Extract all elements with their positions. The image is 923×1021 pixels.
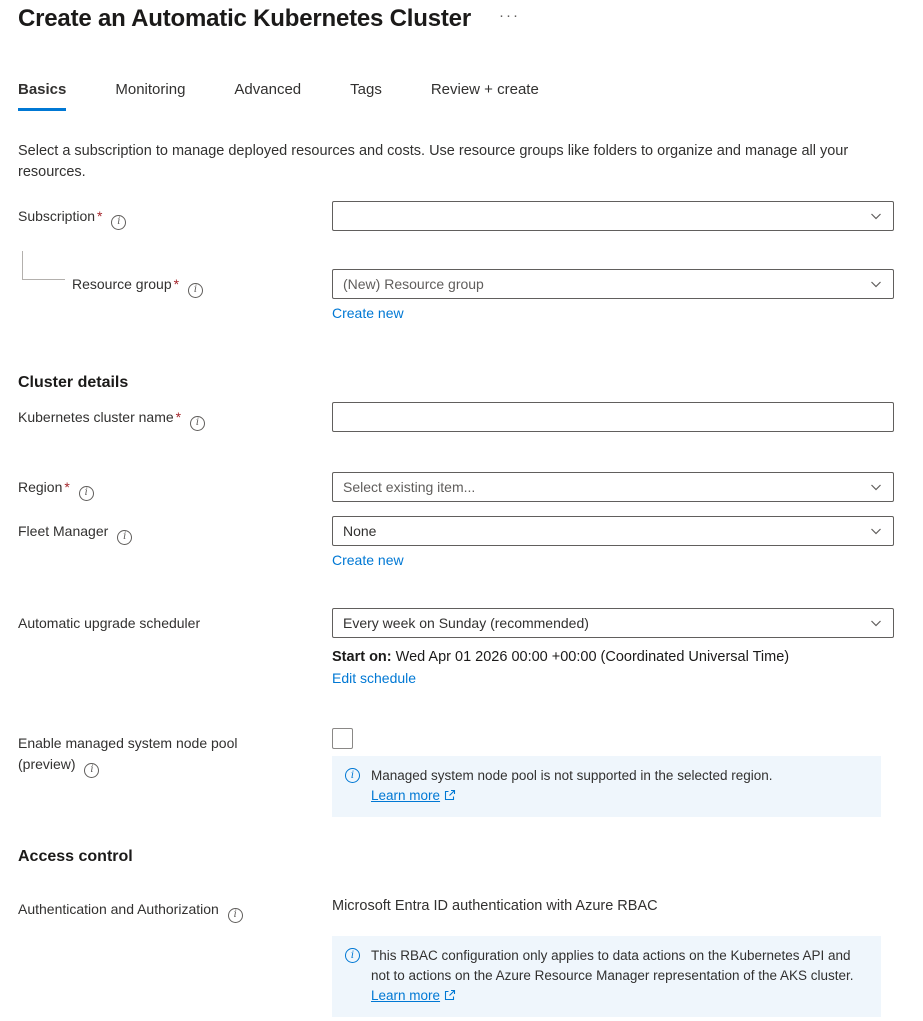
- cluster-name-input[interactable]: [332, 402, 894, 432]
- fleet-manager-create-new-link[interactable]: Create new: [332, 552, 404, 568]
- cluster-name-info-icon[interactable]: i: [190, 416, 205, 431]
- resource-group-dropdown-value: (New) Resource group: [343, 276, 484, 292]
- region-dropdown-value: Select existing item...: [343, 479, 476, 495]
- cluster-details-heading: Cluster details: [18, 374, 129, 391]
- managed-node-pool-info-icon[interactable]: i: [84, 763, 99, 778]
- chevron-down-icon: [869, 277, 883, 291]
- managed-node-pool-row: [18, 728, 894, 817]
- resource-group-dropdown[interactable]: [332, 269, 894, 299]
- node-pool-learn-more-link[interactable]: Learn more: [371, 788, 441, 803]
- upgrade-scheduler-dropdown-value: Every week on Sunday (recommended): [343, 615, 589, 631]
- node-pool-info-box: [332, 756, 881, 817]
- cluster-name-row: [18, 402, 894, 432]
- info-circle-icon: i: [345, 768, 360, 783]
- authentication-row: [18, 894, 894, 1017]
- managed-node-pool-label: Enable managed system node pool (preview) i: [18, 728, 332, 778]
- chevron-down-icon: [869, 209, 883, 223]
- fleet-manager-info-icon[interactable]: i: [117, 530, 132, 545]
- chevron-down-icon: [869, 524, 883, 538]
- cluster-name-label: Kubernetes cluster name * i: [18, 402, 332, 431]
- chevron-down-icon: [869, 616, 883, 630]
- resource-group-info-icon[interactable]: i: [188, 283, 203, 298]
- page-header: [18, 2, 894, 35]
- rbac-info-box: [332, 936, 881, 1017]
- region-dropdown[interactable]: [332, 472, 894, 502]
- start-on-label: Start on:: [332, 649, 392, 665]
- authentication-info-icon[interactable]: i: [228, 908, 243, 923]
- external-link-icon: [444, 989, 456, 1004]
- info-circle-icon: i: [345, 948, 360, 963]
- page-title: Create an Automatic Kubernetes Cluster: [18, 5, 471, 32]
- node-pool-info-message: Managed system node pool is not supported in the selected region.: [371, 768, 773, 783]
- tab-review-create[interactable]: Review + create: [430, 81, 539, 98]
- external-link-icon: [444, 789, 456, 804]
- start-on-value: Wed Apr 01 2026 00:00 +00:00 (Coordinated Universal Time): [395, 649, 790, 665]
- upgrade-scheduler-row: [18, 608, 894, 688]
- intro-text: Select a subscription to manage deployed resources and costs. Use resource groups like folders to organize and manage all your resources.: [18, 143, 849, 180]
- authentication-label: Authentication and Authorization i: [18, 894, 332, 923]
- fleet-manager-dropdown-value: None: [343, 523, 377, 539]
- subscription-label: Subscription * i: [18, 201, 332, 230]
- chevron-down-icon: [869, 480, 883, 494]
- start-on-text: [332, 648, 894, 666]
- region-row: [18, 472, 894, 502]
- managed-node-pool-checkbox[interactable]: [332, 728, 353, 749]
- tab-basics[interactable]: Basics: [18, 81, 66, 111]
- tab-monitoring[interactable]: Monitoring: [115, 81, 186, 98]
- access-control-heading: Access control: [18, 848, 133, 865]
- tab-bar: [18, 81, 894, 111]
- resource-group-create-new-link[interactable]: Create new: [332, 305, 404, 321]
- resource-group-row: [18, 269, 894, 323]
- more-options-icon[interactable]: ···: [498, 7, 520, 24]
- rbac-learn-more-link[interactable]: Learn more: [371, 988, 441, 1003]
- required-asterisk: *: [173, 276, 180, 292]
- indent-connector-line: [22, 251, 65, 280]
- tab-tags[interactable]: Tags: [350, 81, 382, 98]
- subscription-row: [18, 201, 894, 231]
- required-asterisk: *: [175, 409, 182, 425]
- required-asterisk: *: [64, 479, 70, 495]
- fleet-manager-row: [18, 516, 894, 570]
- preview-suffix: (preview): [18, 756, 76, 772]
- fleet-manager-dropdown[interactable]: [332, 516, 894, 546]
- upgrade-scheduler-dropdown[interactable]: [332, 608, 894, 638]
- authentication-value: Microsoft Entra ID authentication with Azure RBAC: [332, 898, 658, 914]
- fleet-manager-label: Fleet Manager i: [18, 516, 332, 545]
- subscription-dropdown[interactable]: [332, 201, 894, 231]
- subscription-info-icon[interactable]: i: [111, 215, 126, 230]
- edit-schedule-link[interactable]: Edit schedule: [332, 670, 417, 686]
- rbac-info-message: This RBAC configuration only applies to data actions on the Kubernetes API and not to actions on the Azure Resource Manager representation of the AKS cluster.: [371, 948, 854, 983]
- region-label: Region * i: [18, 472, 332, 501]
- region-info-icon[interactable]: i: [79, 486, 94, 501]
- required-asterisk: *: [97, 208, 103, 224]
- resource-group-label: Resource group * i: [18, 269, 332, 298]
- tab-advanced[interactable]: Advanced: [234, 81, 302, 98]
- upgrade-scheduler-label: Automatic upgrade scheduler: [18, 615, 201, 631]
